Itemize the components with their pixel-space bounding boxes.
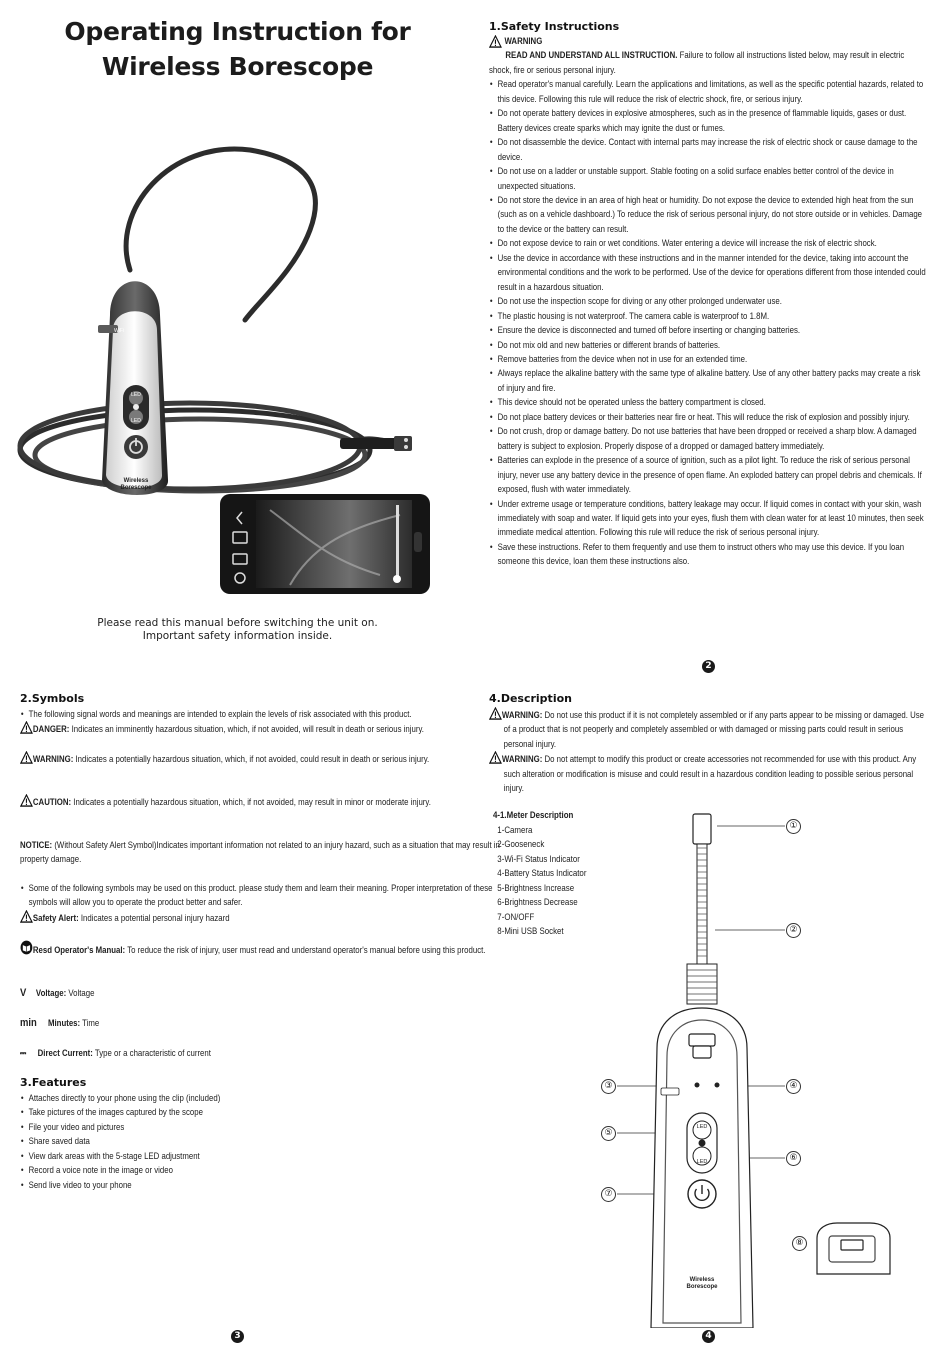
page-number: 2: [702, 660, 715, 673]
symbols-intro: [20, 707, 502, 721]
description-warnings: [489, 707, 928, 796]
safety-bullet-list: [489, 77, 928, 568]
caution-text: Indicates a potentially hazardous situation, which, if not avoided, may result in minor or moderate injury.: [71, 797, 431, 807]
callout-6: ⑥: [786, 1151, 801, 1166]
callout-5: ⑤: [601, 1126, 616, 1141]
svg-text:Wireless: Wireless: [123, 478, 149, 484]
minutes-symbol: min: [20, 1017, 37, 1029]
caution-row: [20, 794, 502, 809]
read-manual-icon: [20, 940, 33, 955]
safety-alert-row: [20, 910, 502, 925]
safety-intro: [489, 48, 928, 77]
direct-current-symbol: ⎓: [20, 1048, 27, 1058]
list-item: • Do not expose device to rain or wet conditions. Water entering a device will increase the risk of electric shock.: [489, 236, 928, 250]
safety-body: [489, 34, 928, 569]
callout-7: ⑦: [601, 1187, 616, 1202]
list-item: • Some of the following symbols may be used on this product. please study them and learn their meaning. Proper interpretation of these symbols will allow you to operate the product better and safer.: [20, 881, 502, 910]
cover-title-line1: Operating Instruction for: [64, 17, 411, 46]
direct-current-row: [20, 1046, 502, 1060]
svg-text:WiFi: WiFi: [114, 328, 124, 334]
usb-socket-inset: [817, 1223, 890, 1274]
diagram-device-label-1: Wireless: [689, 1277, 715, 1283]
list-item: • Do not use the inspection scope for diving or any other prolonged underwater use.: [489, 294, 928, 308]
list-item: • This device should not be operated unless the battery compartment is closed.: [489, 395, 928, 409]
list-item: • Send live video to your phone: [20, 1178, 364, 1192]
list-item: • File your video and pictures: [20, 1120, 364, 1134]
warn1-label: WARNING:: [501, 710, 543, 720]
symbols-note: [20, 881, 502, 910]
led-pad: [687, 1113, 717, 1173]
safety-page: [475, 0, 950, 678]
meter-item: 8-Mini USB Socket: [497, 926, 564, 936]
list-item: • Do not store the device in an area of high heat or humidity. Do not expose the device to extended high heat from the sun (such as on a vehicle dashboard.) To reduce the risk of serious personal injury, do not store outside or in vehicles. Damage to the device or the battery can result.: [489, 193, 928, 236]
callout-4: ④: [786, 1079, 801, 1094]
description-page: [475, 678, 950, 1356]
list-item: • Do not disassemble the device. Contact with internal parts may increase the risk of electric shock or cause damage to the device.: [489, 135, 928, 164]
features-body: [20, 1091, 364, 1192]
minutes-text: Time: [80, 1018, 100, 1028]
meter-item: 5-Brightness Increase: [497, 882, 575, 893]
caution-label: CAUTION:: [32, 797, 72, 807]
meter-item: 6-Brightness Decrease: [497, 897, 578, 907]
page-number: 4: [702, 1330, 715, 1343]
warning-triangle-icon: [489, 751, 502, 764]
safety-intro-rest: Failure to follow all instructions listed below, may result in electric shock, fire or serious personal injury.: [489, 50, 905, 75]
description-warning-2: [489, 751, 928, 795]
list-item: • Remove batteries from the device when not in use for an extended time.: [489, 352, 928, 366]
danger-row: [20, 721, 502, 736]
safety-warning-label: WARNING: [504, 36, 543, 46]
notice-text: (Without Safety Alert Symbol)Indicates important information not related to an injury hazard, such as a situation that may result in property damage.: [20, 840, 500, 865]
meter-item: 1-Camera: [497, 824, 533, 835]
warning-text: Indicates a potentially hazardous situation, which, if not avoided, could result in death or serious injury.: [73, 754, 430, 764]
list-item: • Attaches directly to your phone using the clip (included): [20, 1091, 364, 1105]
diagram-device-label-2: Borescope: [686, 1284, 718, 1290]
page-number: 3: [231, 1330, 244, 1343]
list-item: • Batteries can explode in the presence of a source of ignition, such as a pilot light. To reduce the risk of serious personal injury, never use any battery device in the presence of open flame. An exploded battery can propel debris and chemicals. If exposed, flush with water immediately.: [489, 453, 928, 496]
voltage-row: [20, 986, 502, 1000]
list-item: • Ensure the device is disconnected and turned off before inserting or changing batteries.: [489, 323, 928, 337]
list-item: • View dark areas with the 5-stage LED adjustment: [20, 1149, 364, 1163]
list-item: • The following signal words and meanings are intended to explain the levels of risk associated with this product.: [20, 707, 502, 721]
gooseneck-spring: [687, 844, 717, 1004]
warning-triangle-icon: [20, 751, 33, 764]
list-item: • The plastic housing is not waterproof. The camera cable is waterproof to 1.8M.: [489, 309, 928, 323]
notice-row: [20, 838, 502, 867]
list-item: • Under extreme usage or temperature conditions, battery leakage may occur. If liquid comes in contact with your skin, wash immediately with soap and water. If liquid gets into your eyes, flush them with clean water for at least 10 minutes, then seek immediate medical attention. Following this rule will reduce the risk of serious personal injury.: [489, 497, 928, 540]
camera-tip: [340, 436, 412, 451]
warn2-text: Do not attempt to modify this product or create accessories not recommended for use with this product. Any such alteration or modification is misuse and could result in a hazardous condition leading to possible serious personal injury.: [503, 754, 917, 794]
description-heading: 4.Description: [489, 692, 572, 705]
cover-page: [0, 0, 475, 678]
meter-item: 2-Gooseneck: [497, 839, 545, 849]
safety-alert-label: Safety Alert:: [32, 913, 79, 923]
features-heading: 3.Features: [20, 1076, 87, 1089]
cover-title: [0, 14, 475, 84]
wifi-indicator: [695, 1083, 700, 1088]
callout-3: ③: [601, 1079, 616, 1094]
list-item: • Use the device in accordance with these instructions and in the manner intended for the device, taking into account the environmental conditions and the work to be performed. Use of the device for operations different from those intended could result in a hazardous situation.: [489, 251, 928, 294]
safety-alert-icon: [20, 910, 33, 923]
svg-text:LED: LED: [131, 418, 141, 424]
meter-item: 3-Wi-Fi Status Indicator: [497, 853, 580, 864]
list-item: • Take pictures of the images captured by the scope: [20, 1105, 364, 1119]
callout-2: ②: [786, 923, 801, 938]
svg-text:LED: LED: [131, 392, 141, 398]
meter-item: 7-ON/OFF: [497, 911, 535, 922]
danger-label: DANGER:: [32, 724, 70, 734]
warning-triangle-icon: [20, 721, 33, 734]
callout-8: ⑧: [792, 1236, 807, 1251]
features-list: [20, 1091, 364, 1192]
direct-current-text: Type or a characteristic of current: [92, 1048, 211, 1058]
voltage-text: Voltage: [66, 988, 95, 998]
svg-text:Borescope: Borescope: [120, 485, 152, 491]
list-item: • Always replace the alkaline battery with the same type of alkaline battery. Use of any other battery packs may create a risk of injury and fire.: [489, 366, 928, 395]
list-item: • Save these instructions. Refer to them frequently and use them to instruct others who may use this device. If you loan someone this device, loan them these instructions also.: [489, 540, 928, 569]
warning-row: [20, 751, 502, 766]
warning-label: WARNING:: [32, 754, 74, 764]
manual-label: Resd Operator's Manual:: [32, 945, 126, 955]
warn2-label: WARNING:: [501, 754, 543, 765]
handheld-unit: [98, 281, 168, 495]
list-item: • Do not crush, drop or damage battery. Do not use batteries that have been dropped or received a sharp blow. A damaged battery is subject to explosion. Properly dispose of a dropped or damaged battery immediately.: [489, 424, 928, 453]
led-up-label: LED: [696, 1124, 708, 1130]
safety-warning-head: [489, 34, 928, 48]
device-diagram: [595, 808, 945, 1328]
list-item: • Share saved data: [20, 1134, 364, 1148]
borescope-product-illustration: [10, 120, 470, 610]
minutes-row: [20, 1016, 502, 1030]
description-warning-1: [489, 707, 928, 751]
safety-heading: 1.Safety Instructions: [489, 20, 620, 33]
list-item: • Do not place battery devices or their batteries near fire or heat. This will reduce the risk of explosion and possibly injury.: [489, 410, 928, 424]
cover-note: [0, 617, 475, 643]
list-item: • Record a voice note in the image or video: [20, 1163, 364, 1177]
camera-head: [693, 814, 711, 844]
list-item: • Do not use on a ladder or unstable support. Stable footing on a solid surface enables better control of the device in unexpected situations.: [489, 164, 928, 193]
smartphone: [220, 494, 430, 594]
warning-triangle-icon: [20, 794, 33, 807]
coiled-cable: [20, 403, 395, 491]
voltage-label: Voltage:: [35, 988, 67, 998]
battery-indicator: [715, 1083, 720, 1088]
wifi-badge: [661, 1088, 679, 1095]
symbols-page: [0, 678, 500, 1356]
minutes-label: Minutes:: [47, 1018, 81, 1028]
cover-note-line2: Important safety information inside.: [142, 630, 333, 642]
list-item: • Do not mix old and new batteries or different brands of batteries.: [489, 338, 928, 352]
direct-current-label: Direct Current:: [37, 1048, 93, 1058]
meter-item: 4-Battery Status Indicator: [497, 868, 587, 878]
power-button-diagram: [688, 1180, 716, 1208]
callout-1: ①: [786, 819, 801, 834]
warn1-text: Do not use this product if it is not completely assembled or if any parts appear to be missing or damaged. Use of a product that is not peoperly and completely assembled or with damaged or missing parts could result in serious personal injury.: [503, 710, 924, 749]
cover-note-line1: Please read this manual before switching the unit on.: [97, 617, 378, 629]
list-item: • Read operator's manual carefully. Learn the applications and limitations, as well as the specific potential hazards, related to this device. Following this rule will reduce the risk of electric shock, fire, or serious injury.: [489, 77, 928, 106]
led-down-label: LED: [696, 1159, 708, 1165]
warning-triangle-icon: [489, 707, 502, 720]
warning-triangle-icon: [489, 35, 502, 48]
meter-heading: 4-1.Meter Description: [493, 810, 574, 820]
list-item: • Do not operate battery devices in explosive atmospheres, such as in the presence of flammable liquids, gases or dust. Battery devices create sparks which may ignite the dust or fumes.: [489, 106, 928, 135]
danger-text: Indicates an imminently hazardous situation, which, if not avoided, will result in death or serious injury.: [69, 724, 424, 734]
cover-title-line2: Wireless Borescope: [101, 52, 374, 81]
voltage-symbol: V: [20, 987, 27, 999]
manual-text: To reduce the risk of injury, user must read and understand operator's manual before using this product.: [125, 945, 486, 955]
notice-label: NOTICE:: [20, 840, 53, 850]
manual-row: [20, 940, 502, 957]
symbols-heading: 2.Symbols: [20, 692, 85, 705]
safety-alert-text: Indicates a potential personal injury hazard: [78, 913, 230, 923]
safety-intro-bold: READ AND UNDERSTAND ALL INSTRUCTION.: [505, 50, 678, 61]
